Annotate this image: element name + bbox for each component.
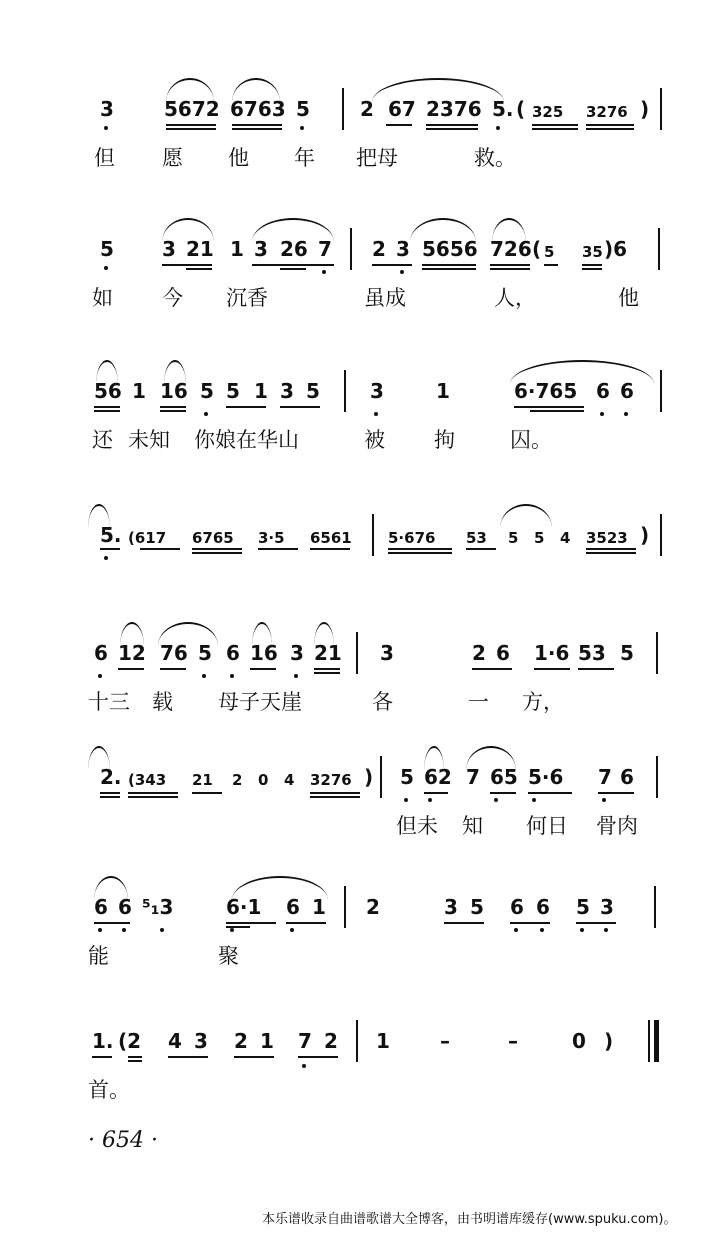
bar-line bbox=[656, 756, 658, 798]
lyric: 沉香 bbox=[226, 286, 268, 310]
lyric: 虽成 bbox=[364, 286, 406, 310]
note: 3 bbox=[162, 237, 176, 261]
note: 1 bbox=[230, 237, 244, 261]
note: 3 bbox=[370, 379, 384, 403]
lyric: 愿 bbox=[162, 146, 183, 170]
lyric: 载 bbox=[152, 690, 173, 714]
note: ( bbox=[532, 237, 542, 261]
note: 5 bbox=[508, 529, 519, 547]
note: 21 bbox=[314, 641, 342, 665]
note: 3276 bbox=[586, 103, 628, 121]
lyric: 你娘在华山 bbox=[194, 428, 299, 452]
page-number: · 654 · bbox=[88, 1128, 158, 1153]
note: 6763 bbox=[230, 97, 286, 121]
note: 2376 bbox=[426, 97, 482, 121]
note: 1 bbox=[132, 379, 146, 403]
lyric: 人， bbox=[494, 286, 536, 310]
note: 6 bbox=[496, 641, 510, 665]
note: (617 bbox=[128, 529, 167, 547]
bar-line bbox=[380, 756, 382, 798]
bar-line bbox=[660, 88, 662, 130]
notes-row bbox=[0, 746, 717, 806]
note: 6 bbox=[226, 641, 240, 665]
bar-line bbox=[660, 370, 662, 412]
note: 6 bbox=[596, 379, 610, 403]
note: 12 bbox=[118, 641, 146, 665]
note: 2 bbox=[232, 771, 243, 789]
notes-row bbox=[0, 360, 717, 420]
note: 5 bbox=[470, 895, 484, 919]
lyric: 知 bbox=[462, 814, 483, 838]
note: ) bbox=[364, 765, 374, 789]
notes-row bbox=[0, 622, 717, 682]
note: (343 bbox=[128, 771, 167, 789]
bar-line bbox=[660, 514, 662, 556]
lyric: 未知 bbox=[128, 428, 170, 452]
note: 0 bbox=[572, 1029, 586, 1053]
footer-credit: 本乐谱收录自曲谱歌谱大全博客，由书明谱库缓存(www.spuku.com)。 bbox=[262, 1212, 677, 1227]
note: 726 bbox=[490, 237, 532, 261]
note: 76 bbox=[160, 641, 188, 665]
note: 2 bbox=[372, 237, 386, 261]
note: 1·6 bbox=[534, 641, 570, 665]
note: 1 bbox=[376, 1029, 390, 1053]
note: 6 bbox=[620, 765, 634, 789]
note: ( bbox=[516, 97, 526, 121]
note: 1 bbox=[260, 1029, 274, 1053]
notes-row bbox=[0, 78, 717, 138]
note: 1 bbox=[436, 379, 450, 403]
lyrics-row bbox=[0, 686, 717, 720]
note: 5 bbox=[296, 97, 310, 121]
note: 6 bbox=[286, 895, 300, 919]
note: 6 bbox=[118, 895, 132, 919]
notes-row bbox=[0, 1010, 717, 1070]
note: )6 bbox=[604, 237, 628, 261]
note: 5 bbox=[544, 243, 555, 261]
lyric: 各 bbox=[372, 690, 393, 714]
lyrics-row bbox=[0, 424, 717, 458]
note: 5 bbox=[100, 237, 114, 261]
note: 3276 bbox=[310, 771, 352, 789]
lyric: 但未 bbox=[396, 814, 438, 838]
note: 26 bbox=[280, 237, 308, 261]
note: 2 bbox=[366, 895, 380, 919]
bar-line bbox=[344, 370, 346, 412]
notes-row bbox=[0, 876, 717, 936]
lyrics-row bbox=[0, 1074, 717, 1108]
note: 16 bbox=[160, 379, 188, 403]
note: 0 bbox=[258, 771, 269, 789]
lyric: 母子天崖 bbox=[218, 690, 302, 714]
note: 6·765 bbox=[514, 379, 578, 403]
note: 7 bbox=[318, 237, 332, 261]
note: 5656 bbox=[422, 237, 478, 261]
lyric: 十三 bbox=[88, 690, 130, 714]
note: 53 bbox=[466, 529, 487, 547]
note: 3 bbox=[280, 379, 294, 403]
note: 6765 bbox=[192, 529, 234, 547]
bar-line bbox=[342, 88, 344, 130]
note: ) bbox=[640, 97, 650, 121]
note: 5 bbox=[620, 641, 634, 665]
note: 35 bbox=[582, 243, 603, 261]
note: 6 bbox=[620, 379, 634, 403]
note: – bbox=[440, 1029, 450, 1053]
note: 5 bbox=[198, 641, 212, 665]
bar-line bbox=[654, 886, 656, 928]
lyric: 方， bbox=[522, 690, 564, 714]
note: 2 bbox=[472, 641, 486, 665]
lyric: 还 bbox=[92, 428, 113, 452]
note: 67 bbox=[388, 97, 416, 121]
lyric: 他 bbox=[618, 286, 639, 310]
note: 6561 bbox=[310, 529, 352, 547]
note: (2 bbox=[118, 1029, 142, 1053]
note: 4 bbox=[284, 771, 295, 789]
note: 4 bbox=[560, 529, 571, 547]
note: 5 bbox=[400, 765, 414, 789]
note: ) bbox=[640, 523, 650, 547]
note: 5 bbox=[534, 529, 545, 547]
note: 6 bbox=[94, 641, 108, 665]
note: 56 bbox=[94, 379, 122, 403]
bar-line bbox=[656, 632, 658, 674]
final-bar-line bbox=[654, 1020, 659, 1062]
lyric: 聚 bbox=[218, 944, 239, 968]
note: 5. bbox=[492, 97, 514, 121]
note: 2 bbox=[234, 1029, 248, 1053]
lyrics-row bbox=[0, 940, 717, 974]
lyric: 他 bbox=[228, 146, 249, 170]
note: 7 bbox=[298, 1029, 312, 1053]
note: 3523 bbox=[586, 529, 628, 547]
note: 7 bbox=[598, 765, 612, 789]
note: 3 bbox=[254, 237, 268, 261]
lyric: 能 bbox=[88, 944, 109, 968]
bar-line bbox=[648, 1020, 650, 1062]
bar-line bbox=[356, 1020, 358, 1062]
note: 53 bbox=[578, 641, 606, 665]
lyrics-row bbox=[0, 142, 717, 176]
note: 3 bbox=[380, 641, 394, 665]
note: 4 bbox=[168, 1029, 182, 1053]
note: 65 bbox=[490, 765, 518, 789]
lyric: 一 bbox=[468, 690, 489, 714]
note: 3 bbox=[600, 895, 614, 919]
note: 2 bbox=[324, 1029, 338, 1053]
lyrics-row bbox=[0, 810, 717, 844]
lyric: 囚。 bbox=[510, 428, 552, 452]
note: 3 bbox=[100, 97, 114, 121]
note: 16 bbox=[250, 641, 278, 665]
note: 6 bbox=[510, 895, 524, 919]
note: 6·1 bbox=[226, 895, 262, 919]
note: 3 bbox=[444, 895, 458, 919]
lyric: 骨肉 bbox=[596, 814, 638, 838]
note: 2. bbox=[100, 765, 122, 789]
note: 5 bbox=[200, 379, 214, 403]
note: 3 bbox=[194, 1029, 208, 1053]
note: 6 bbox=[536, 895, 550, 919]
note: 1 bbox=[312, 895, 326, 919]
note: – bbox=[508, 1029, 518, 1053]
note: 5 bbox=[576, 895, 590, 919]
note: ) bbox=[604, 1029, 614, 1053]
note: 5. bbox=[100, 523, 122, 547]
note: ⁵₁3 bbox=[142, 895, 174, 919]
notes-row bbox=[0, 504, 717, 564]
note: 2 bbox=[360, 97, 374, 121]
notes-row bbox=[0, 218, 717, 278]
bar-line bbox=[350, 228, 352, 270]
lyrics-row bbox=[0, 282, 717, 316]
lyric: 被 bbox=[364, 428, 385, 452]
lyric: 首。 bbox=[88, 1078, 130, 1102]
note: 21 bbox=[186, 237, 214, 261]
lyric: 何日 bbox=[526, 814, 568, 838]
lyric: 救。 bbox=[474, 146, 516, 170]
note: 21 bbox=[192, 771, 213, 789]
bar-line bbox=[372, 514, 374, 556]
bar-line bbox=[344, 886, 346, 928]
note: 5·676 bbox=[388, 529, 436, 547]
note: 3 bbox=[290, 641, 304, 665]
note: 5 bbox=[306, 379, 320, 403]
note: 7 bbox=[466, 765, 480, 789]
lyric: 把母 bbox=[356, 146, 398, 170]
note: 62 bbox=[424, 765, 452, 789]
note: 5·6 bbox=[528, 765, 564, 789]
note: 1. bbox=[92, 1029, 114, 1053]
lyric: 但 bbox=[94, 146, 115, 170]
lyric: 年 bbox=[294, 146, 315, 170]
bar-line bbox=[356, 632, 358, 674]
note: 325 bbox=[532, 103, 564, 121]
lyric: 拘 bbox=[434, 428, 455, 452]
note: 5 bbox=[226, 379, 240, 403]
note: 3·5 bbox=[258, 529, 285, 547]
bar-line bbox=[658, 228, 660, 270]
lyric: 今 bbox=[162, 286, 183, 310]
note: 6 bbox=[94, 895, 108, 919]
note: 3 bbox=[396, 237, 410, 261]
note: 1 bbox=[254, 379, 268, 403]
lyric: 如 bbox=[92, 286, 113, 310]
note: 5672 bbox=[164, 97, 220, 121]
